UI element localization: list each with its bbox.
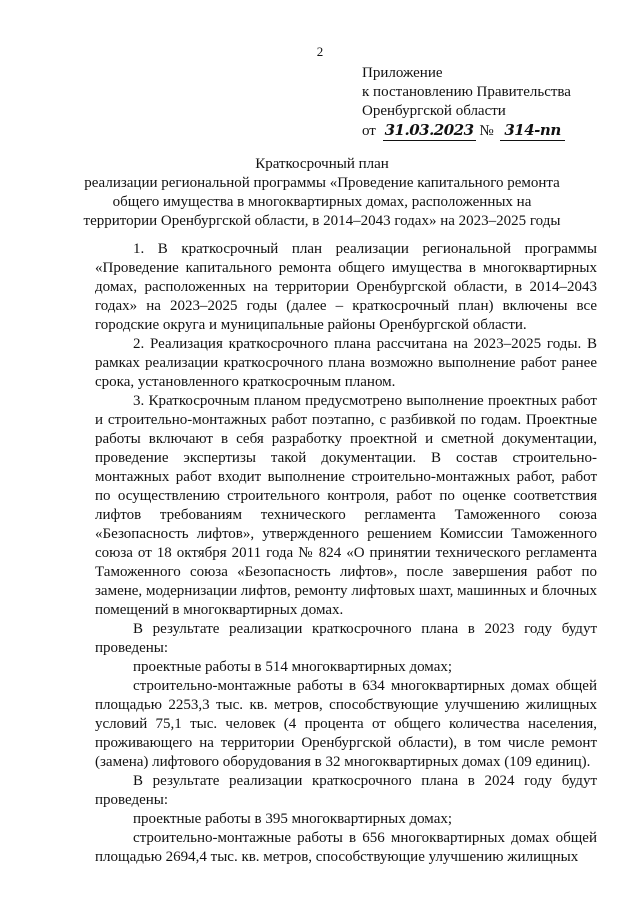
appendix-region-line: Оренбургской области	[362, 103, 506, 119]
paragraph-2023-intro: В результате реализации краткосрочного плана в 2023 году будут проведены:	[95, 621, 597, 656]
title-line-4: территории Оренбургской области, в 2014–2043 годах» на 2023–2025 годы	[83, 213, 561, 229]
paragraph-2024-construction: строительно-монтажные работы в 656 многоквартирных домах общей площадью 2694,4 тыс. кв. метров, способствующие улучшению жилищных	[95, 830, 597, 865]
paragraph-2023-construction: строительно-монтажные работы в 634 многоквартирных домах общей площадью 2253,3 тыс. кв. метров, способствующие улучшению жилищных условий 75,1 тыс. человек (4 процента от общего количества населения, проживающего на территории Оренбургской области), в том числе ремонт (замена) лифтового оборудования в 32 многоквартирных домах (109 единиц).	[95, 678, 597, 770]
paragraph-2024-intro: В результате реализации краткосрочного плана в 2024 году будут проведены:	[95, 773, 597, 808]
title-line-1: Краткосрочный план	[255, 156, 389, 172]
paragraph-2023-design: проектные работы в 514 многоквартирных домах;	[133, 659, 453, 675]
from-label: от	[362, 123, 376, 139]
title-line-3: общего имущества в многоквартирных домах, расположенных на	[112, 194, 532, 210]
document-title	[40, 155, 604, 231]
paragraph-1: 1. В краткосрочный план реализации региональной программы «Проведение капитального ремонта общего имущества в многоквартирных домах, расположенных на территории Оренбургской области, в 2014–2043 годах» на 2023–2025 годы (далее – краткосрочный план) включены все городские округа и муниципальные районы Оренбургской области.	[95, 241, 597, 333]
paragraph-2: 2. Реализация краткосрочного плана рассчитана на 2023–2025 годы. В рамках реализации краткосрочного плана возможно выполнение работ ранее срока, установленного краткосрочным планом.	[95, 336, 597, 390]
paragraph-2024-design: проектные работы в 395 многоквартирных домах;	[133, 811, 453, 827]
appendix-date-number-line	[362, 121, 622, 141]
page-number: 2	[316, 44, 324, 59]
number-label: №	[479, 123, 494, 139]
title-line-2: реализации региональной программы «Проведение капитального ремонта	[84, 175, 560, 191]
appendix-title: Приложение	[362, 65, 443, 81]
appendix-resolution-line: к постановлению Правительства	[362, 84, 571, 100]
paragraph-3: 3. Краткосрочным планом предусмотрено выполнение проектных работ и строительно-монтажных работ поэтапно, с разбивкой по годам. Проектные работы включают в себя разработку проектной и сметной документации, проведение экспертизы такой документации. В состав строительно-монтажных работ входит выполнение строительно-монтажных работ, работ по осуществлению строительного контроля, работ по оценке соответствия лифтов требованиям технического регламента Таможенного союза «Безопасность лифтов», утвержденного решением Комиссии Таможенного союза от 18 октября 2011 года № 824 «О принятии технического регламента Таможенного союза «Безопасность лифтов», после завершения работ по замене, модернизации лифтов, ремонту лифтовых шахт, машинных и блочных помещений в многоквартирных домах.	[95, 393, 597, 618]
document-body	[95, 240, 597, 867]
handwritten-number: 314-пп	[500, 121, 564, 141]
handwritten-date: 31.03.2023	[384, 121, 474, 139]
appendix-header	[362, 64, 622, 141]
